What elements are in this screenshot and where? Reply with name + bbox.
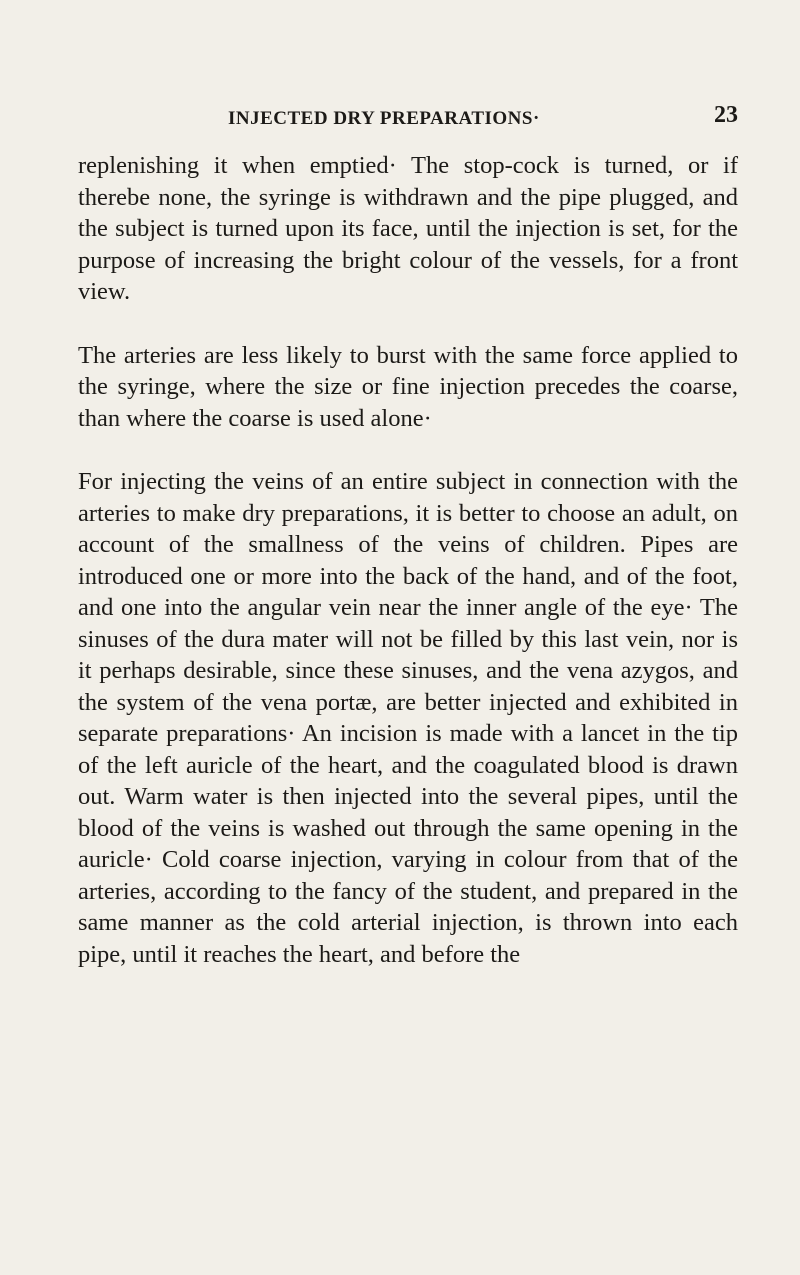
body-text <box>78 150 738 970</box>
paragraph-3: For injecting the veins of an entire subject in connection with the arteries to make dry preparations, it is better to choose an adult, on account of the smallness of the veins of children. Pipes are introduced one or more into the back of the hand, and of the foot, and one into the angular vein near the inner angle of the eye· The sinuses of the dura mater will not be filled by this last vein, nor is it perhaps desirable, since these sinuses, and the vena azygos, and the system of the vena portæ, are better injected and exhibited in separate preparations· An incision is made with a lancet in the tip of the left auricle of the heart, and the coagulated blood is drawn out. Warm water is then injected into the several pipes, until the blood of the veins is washed out through the same opening in the auricle· Cold coarse injection, varying in colour from that of the arteries, according to the fancy of the student, and prepared in the same manner as the cold arterial injection, is thrown into each pipe, until it reaches the heart, and before the <box>78 468 738 968</box>
running-header <box>78 100 738 140</box>
paragraph-2: The arteries are less likely to burst with the same force applied to the syringe, where the size or fine injection precedes the coarse, than where the coarse is used alone· <box>78 341 738 432</box>
paragraph-1: replenishing it when emptied· The stop-cock is turned, or if therebe none, the syringe is withdrawn and the pipe plugged, and the subject is turned upon its face, until the injection is set, for the purpose of increasing the bright colour of the vessels, for a front view. <box>78 152 738 305</box>
page-number: 23 <box>714 102 738 128</box>
running-title: INJECTED DRY PREPARATIONS· <box>228 108 540 129</box>
